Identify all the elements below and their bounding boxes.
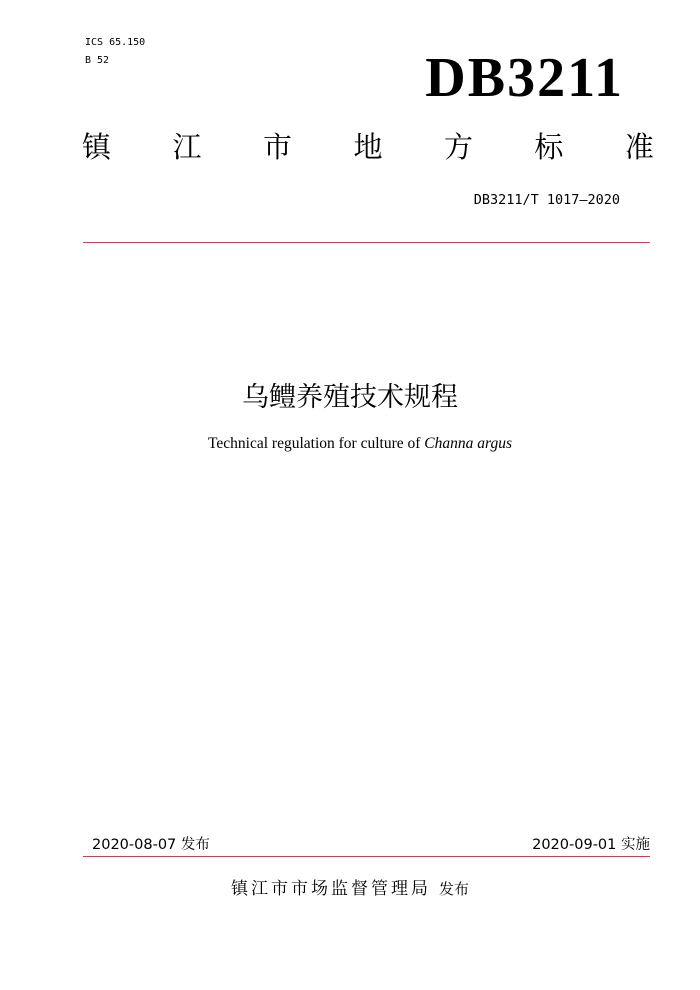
title-english xyxy=(0,433,700,455)
standard-type-char: 镇 xyxy=(82,130,112,164)
standard-type-char: 市 xyxy=(262,130,292,164)
standard-type-char: 标 xyxy=(534,130,564,164)
standard-type-heading xyxy=(82,127,654,167)
standard-code-logo: DB3211 xyxy=(425,47,624,109)
implement-date: 2020-09-01 实施 xyxy=(532,837,650,853)
issuer-line xyxy=(0,876,700,902)
footer-divider xyxy=(83,856,650,857)
title-chinese: 乌鳢养殖技术规程 xyxy=(242,382,458,413)
title-english-prefix: Technical regulation for culture of xyxy=(208,435,425,452)
header-divider xyxy=(83,242,650,243)
standard-number: DB3211/T 1017—2020 xyxy=(473,192,620,208)
standard-type-char: 方 xyxy=(443,130,473,164)
standard-type-char: 准 xyxy=(624,130,654,164)
issuer-name: 镇江市市场监督管理局 xyxy=(230,879,431,899)
title-english-species: Channa argus xyxy=(424,435,512,452)
standard-type-char: 地 xyxy=(353,130,383,164)
issuer-action: 发布 xyxy=(438,880,469,898)
ics-code: ICS 65.150 xyxy=(85,37,146,48)
classification-code: B 52 xyxy=(85,55,110,66)
publish-date: 2020-08-07 发布 xyxy=(92,837,210,853)
standard-type-char: 江 xyxy=(172,130,202,164)
